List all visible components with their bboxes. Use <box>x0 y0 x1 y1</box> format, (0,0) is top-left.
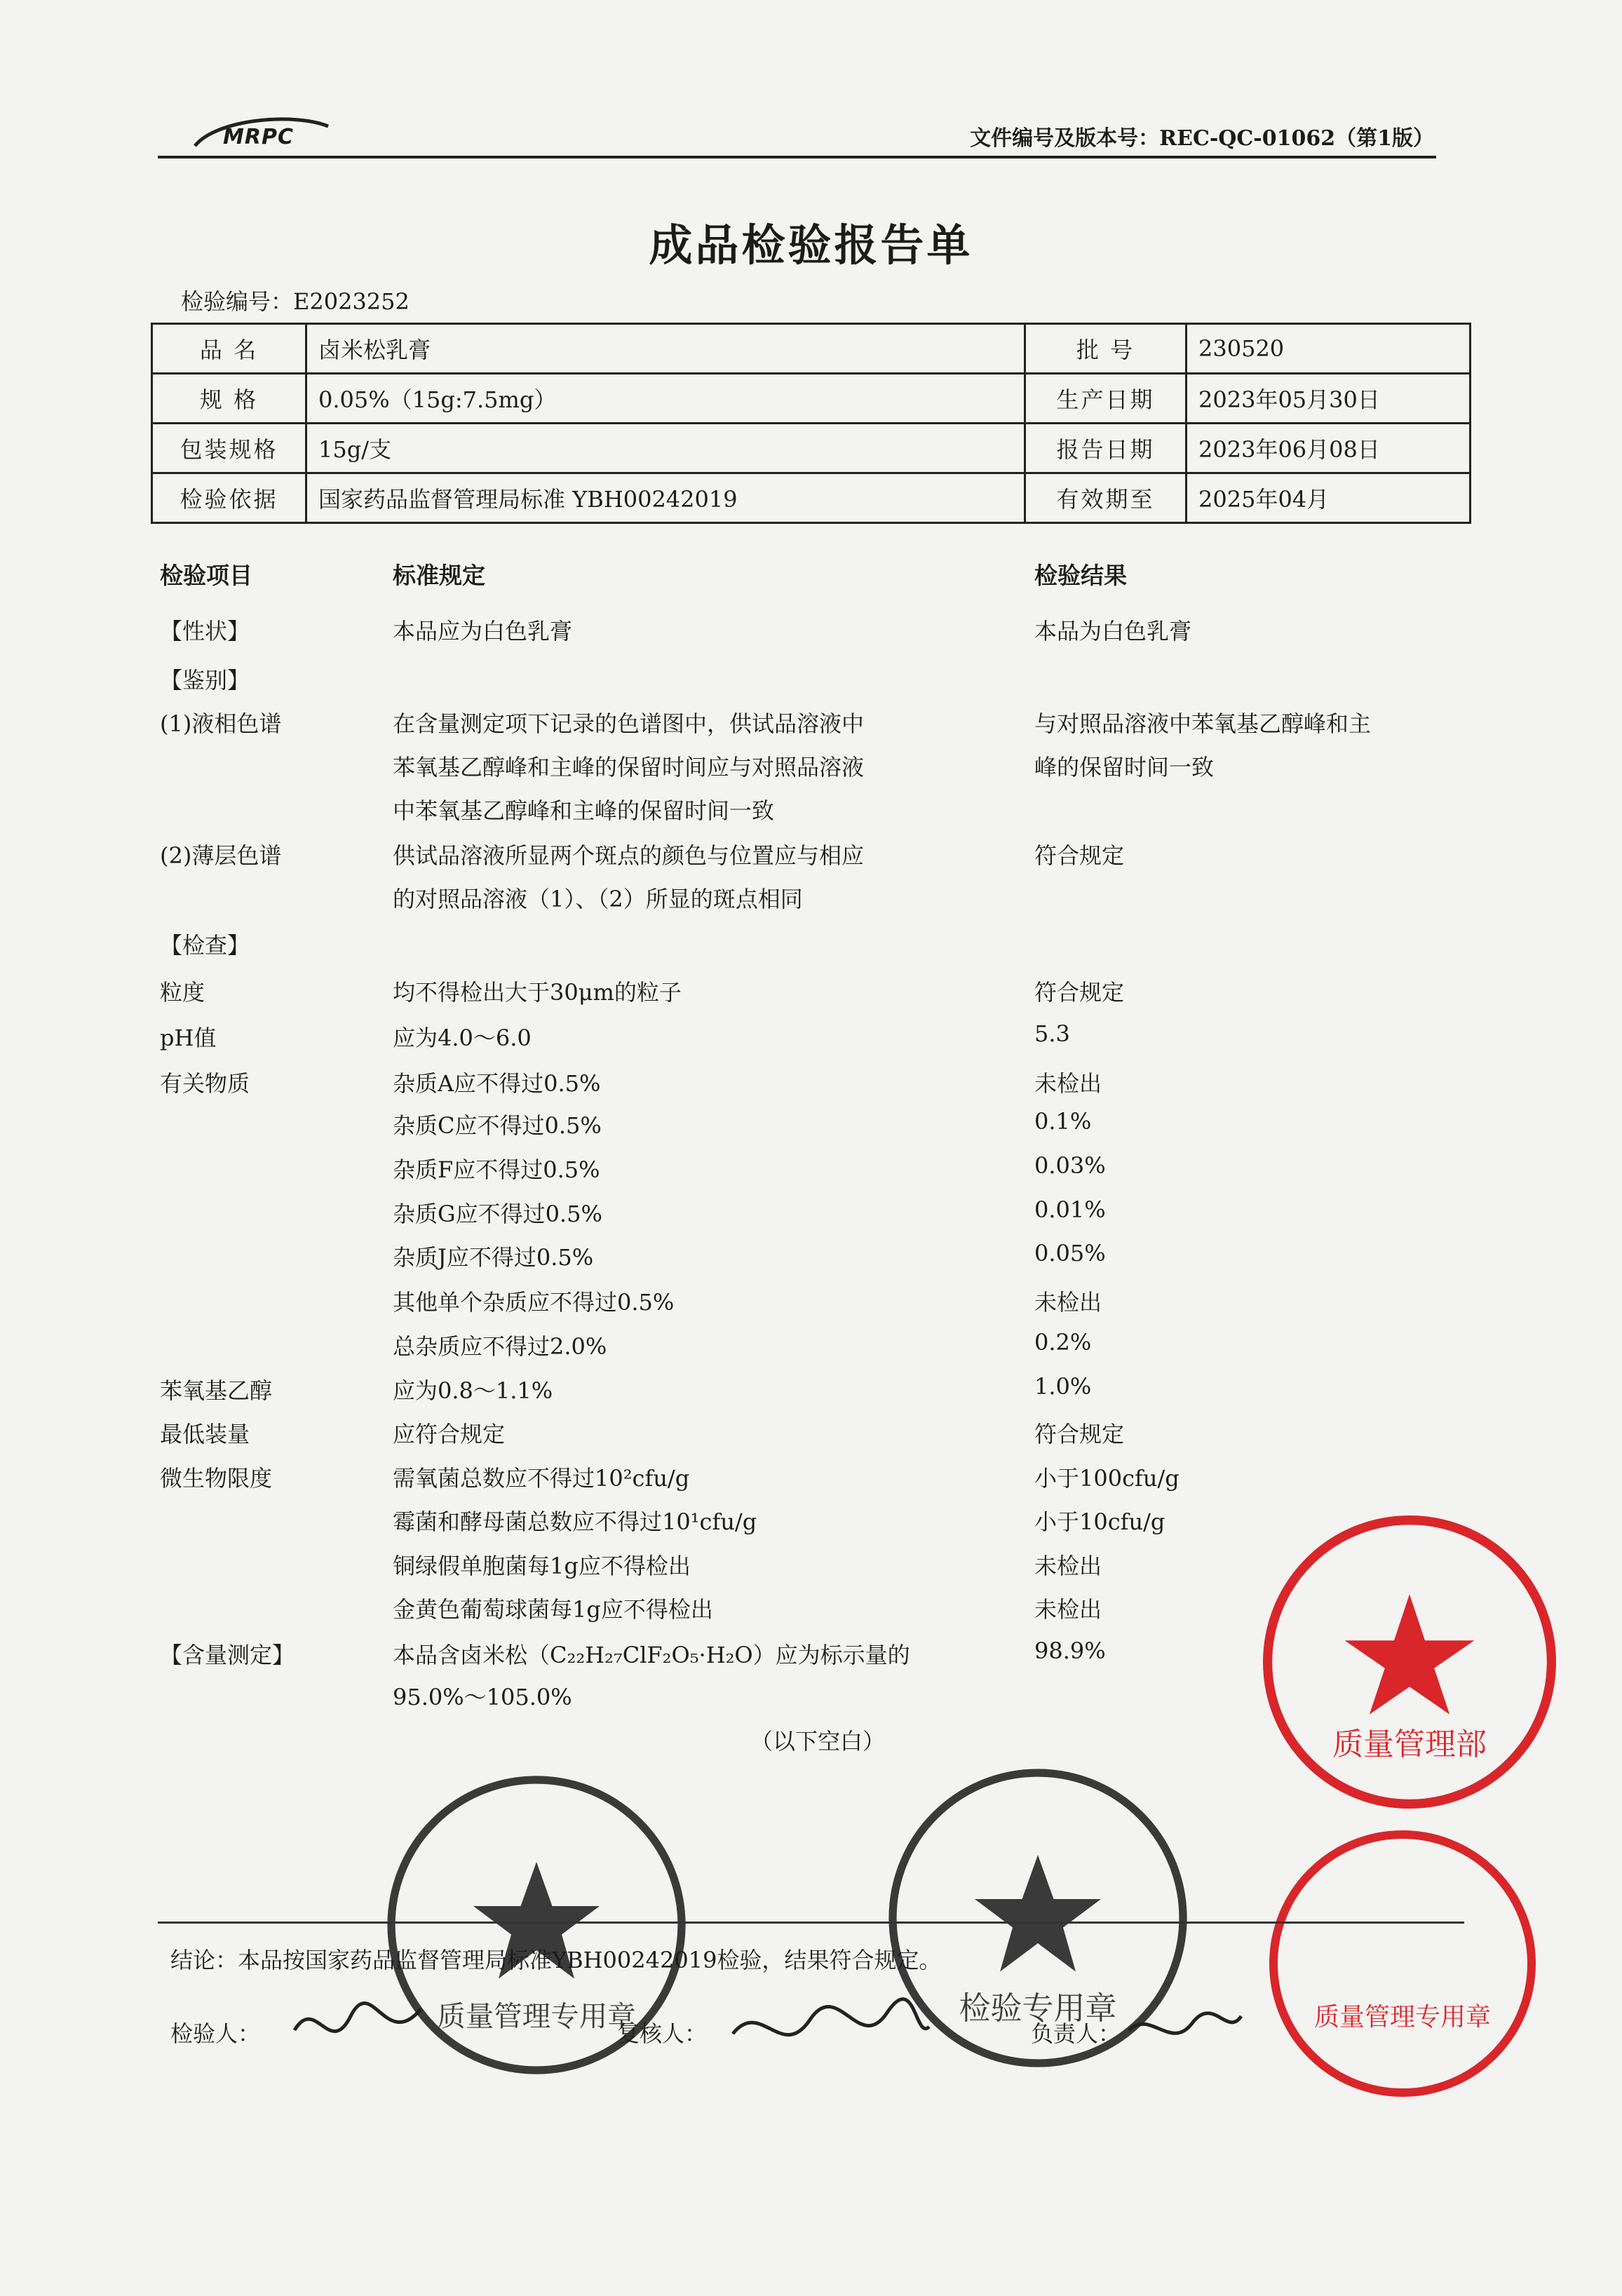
row-standard: 本品含卤米松（C₂₂H₂₇ClF₂O₅·H₂O）应为标示量的 <box>393 1642 910 1668</box>
row-result: 小于10cfu/g <box>1034 1508 1165 1535</box>
signature-scribble-icon <box>726 1985 936 2069</box>
row-standard: 应符合规定 <box>393 1421 506 1447</box>
batch-value: 230520 <box>1187 324 1471 374</box>
row-standard: 本品应为白色乳膏 <box>393 618 573 644</box>
signature-scribble-icon <box>288 1988 428 2065</box>
blank-note: （以下空白） <box>750 1728 886 1755</box>
row-standard: 杂质G应不得过0.5% <box>393 1201 602 1227</box>
row-standard: 95.0%～105.0% <box>393 1684 572 1710</box>
column-header-result: 检验结果 <box>1034 562 1127 589</box>
reviewer-signature <box>726 1985 936 2081</box>
conclusion-divider <box>158 1922 1464 1924</box>
package-label: 包装规格 <box>152 424 306 473</box>
svg-text:检验专用章: 检验专用章 <box>959 1990 1117 2027</box>
spec-label: 规 格 <box>152 374 306 424</box>
reviewer-label: 复核人： <box>617 2020 708 2047</box>
svg-text:质量管理专用章: 质量管理专用章 <box>1313 2003 1492 2032</box>
row-result: 本品为白色乳膏 <box>1034 618 1192 644</box>
product-name-label: 品 名 <box>152 324 306 374</box>
row-result: 0.05% <box>1034 1240 1106 1267</box>
logo-text: MRPC <box>223 125 294 149</box>
column-header-standard: 标准规定 <box>393 562 485 589</box>
row-standard: 杂质C应不得过0.5% <box>393 1112 602 1139</box>
spec-value: 0.05%（15g:7.5mg） <box>306 374 1025 424</box>
expiry-label: 有效期至 <box>1025 473 1187 523</box>
row-result: 符合规定 <box>1034 979 1125 1006</box>
basis-value: 国家药品监督管理局标准 YBH00242019 <box>306 473 1025 523</box>
approver-signature <box>1122 1995 1248 2070</box>
row-item: 【含量测定】 <box>160 1642 295 1668</box>
row-result: 0.03% <box>1034 1152 1106 1179</box>
row-standard: 中苯氧基乙醇峰和主峰的保留时间一致 <box>393 797 775 824</box>
header-divider <box>158 156 1436 158</box>
row-item: 【鉴别】 <box>160 667 250 694</box>
row-standard: 铜绿假单胞菌每1g应不得检出 <box>393 1553 691 1579</box>
row-result: 峰的保留时间一致 <box>1034 754 1215 781</box>
row-item: 微生物限度 <box>160 1465 273 1492</box>
row-item: 有关物质 <box>160 1070 250 1097</box>
row-standard: 供试品溶液所显两个斑点的颜色与位置应与相应 <box>393 842 865 869</box>
row-result: 1.0% <box>1034 1373 1092 1400</box>
svg-text:质量管理专用章: 质量管理专用章 <box>437 1999 636 2033</box>
row-standard: 杂质F应不得过0.5% <box>393 1156 600 1183</box>
row-standard: 需氧菌总数应不得过10²cfu/g <box>393 1465 690 1492</box>
quality-dept-red-stamp <box>1255 1508 1564 1816</box>
product-info-table <box>151 323 1471 524</box>
signature-scribble-icon <box>1122 1995 1248 2058</box>
prod-date-value: 2023年05月30日 <box>1187 374 1471 424</box>
row-result: 与对照品溶液中苯氧基乙醇峰和主 <box>1034 710 1372 737</box>
row-standard: 应为0.8～1.1% <box>393 1377 553 1404</box>
row-result: 符合规定 <box>1034 1421 1125 1447</box>
product-name-value: 卤米松乳膏 <box>306 324 1025 374</box>
inspector-signature <box>288 1988 428 2077</box>
mrpc-logo <box>188 112 335 154</box>
report-date-label: 报告日期 <box>1025 424 1187 473</box>
info-row <box>152 473 1471 523</box>
batch-label: 批 号 <box>1025 324 1187 374</box>
row-standard: 的对照品溶液（1）、（2）所显的斑点相同 <box>393 886 803 912</box>
row-standard: 苯氧基乙醇峰和主峰的保留时间应与对照品溶液 <box>393 754 865 781</box>
info-row <box>152 424 1471 473</box>
row-item: 【检查】 <box>160 932 250 959</box>
row-standard: 在含量测定项下记录的色谱图中，供试品溶液中 <box>393 710 865 737</box>
svg-text:质量管理部: 质量管理部 <box>1332 1727 1487 1762</box>
row-result: 未检出 <box>1034 1553 1102 1579</box>
row-result: 未检出 <box>1034 1596 1102 1623</box>
row-result: 未检出 <box>1034 1289 1102 1316</box>
row-item: (1)液相色谱 <box>160 710 282 737</box>
info-row <box>152 324 1471 374</box>
row-standard: 均不得检出大于30μm的粒子 <box>393 979 682 1006</box>
row-standard: 霉菌和酵母菌总数应不得过10¹cfu/g <box>393 1508 757 1535</box>
row-result: 0.1% <box>1034 1108 1092 1135</box>
prod-date-label: 生产日期 <box>1025 374 1187 424</box>
conclusion-text: 结论：本品按国家药品监督管理局标准YBH00242019检验，结果符合规定。 <box>170 1947 942 1973</box>
row-item: 粒度 <box>160 979 205 1006</box>
row-item: 苯氧基乙醇 <box>160 1377 273 1404</box>
inspector-label: 检验人： <box>170 2020 261 2047</box>
package-value: 15g/支 <box>306 424 1025 473</box>
row-standard: 应为4.0～6.0 <box>393 1025 532 1051</box>
row-result: 98.9% <box>1034 1637 1106 1664</box>
row-standard: 总杂质应不得过2.0% <box>393 1333 607 1360</box>
page-title: 成品检验报告单 <box>649 220 973 271</box>
approver-label: 负责人： <box>1031 2020 1121 2047</box>
row-standard: 杂质A应不得过0.5% <box>393 1070 601 1097</box>
row-result: 未检出 <box>1034 1070 1102 1097</box>
test-number: 检验编号：E2023252 <box>181 288 410 315</box>
info-row <box>152 374 1471 424</box>
row-standard: 金黄色葡萄球菌每1g应不得检出 <box>393 1596 713 1623</box>
guangdong-red-stamp <box>1262 1823 1543 2104</box>
column-header-item: 检验项目 <box>160 562 252 589</box>
row-item: pH值 <box>160 1025 217 1051</box>
row-item: 最低装量 <box>160 1421 250 1447</box>
row-item: 【性状】 <box>160 618 250 644</box>
row-result: 符合规定 <box>1034 842 1125 869</box>
row-result: 0.01% <box>1034 1196 1106 1223</box>
row-result: 5.3 <box>1034 1020 1070 1047</box>
row-result: 0.2% <box>1034 1329 1092 1356</box>
report-date-value: 2023年06月08日 <box>1187 424 1471 473</box>
row-standard: 其他单个杂质应不得过0.5% <box>393 1289 675 1316</box>
row-item: (2)薄层色谱 <box>160 842 282 869</box>
basis-label: 检验依据 <box>152 473 306 523</box>
row-result: 小于100cfu/g <box>1034 1465 1180 1492</box>
doc-number: 文件编号及版本号：REC-QC-01062（第1版） <box>970 126 1434 151</box>
expiry-value: 2025年04月 <box>1187 473 1471 523</box>
row-standard: 杂质J应不得过0.5% <box>393 1244 594 1271</box>
